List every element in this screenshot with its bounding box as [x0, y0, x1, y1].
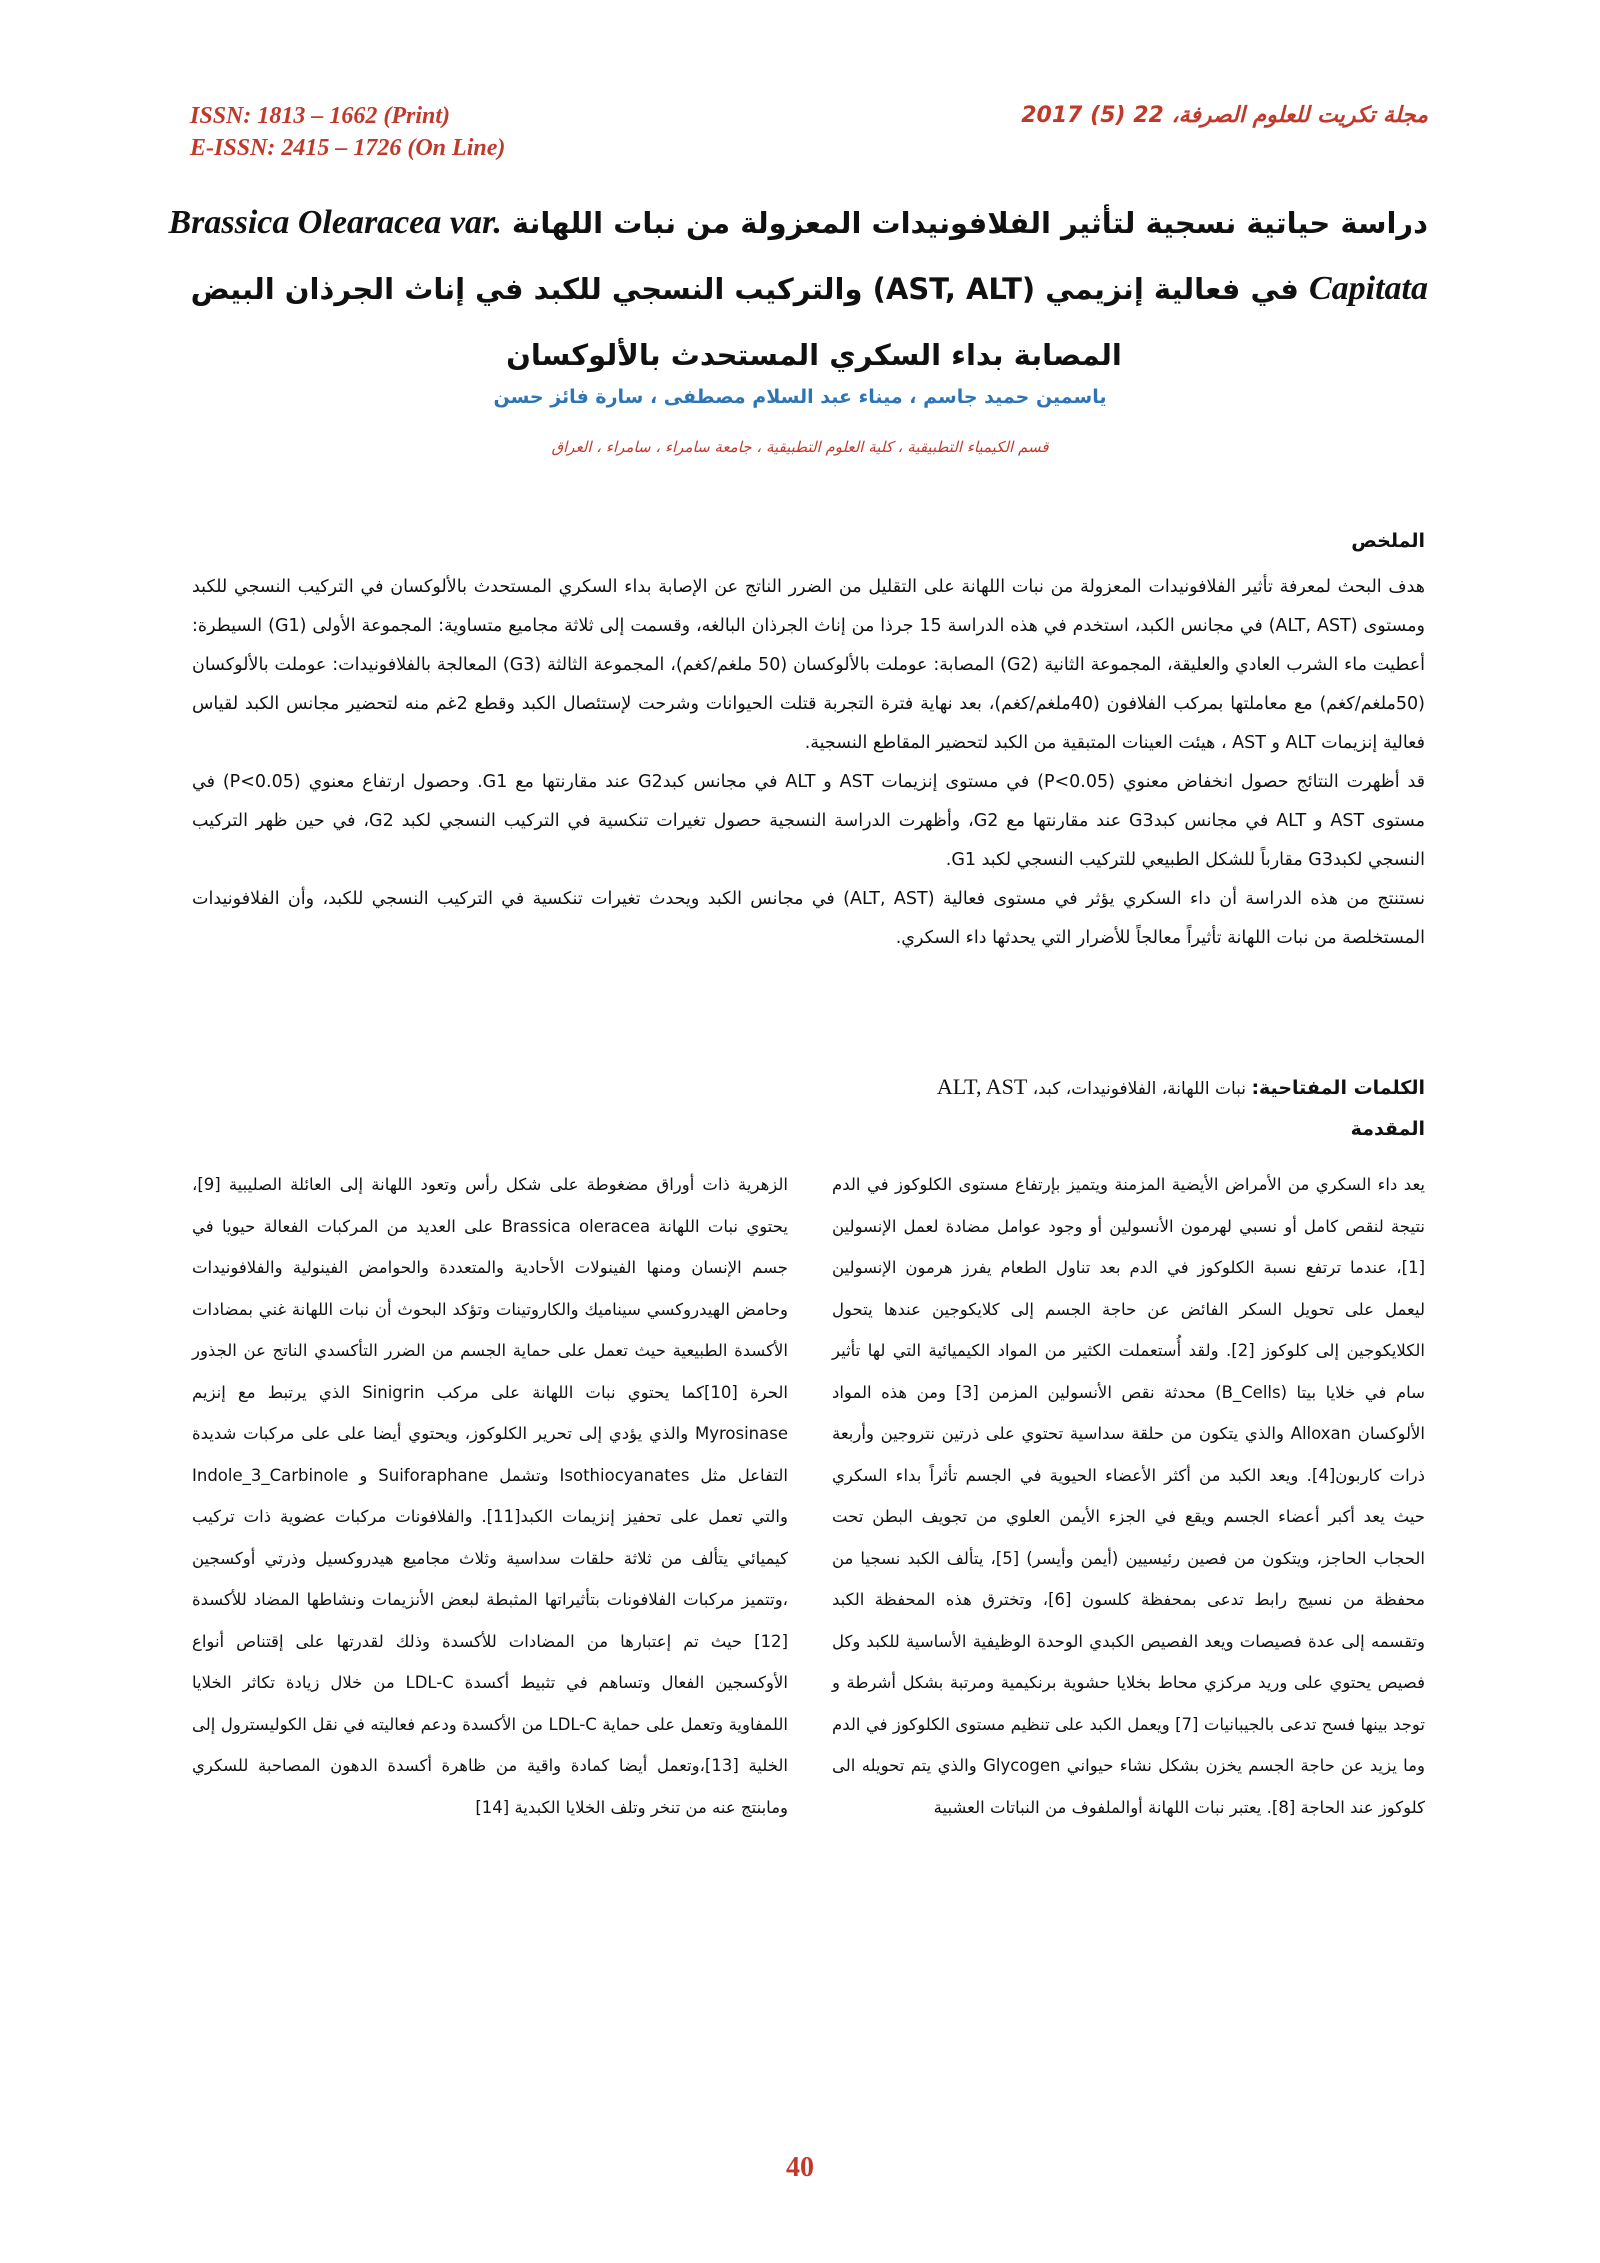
- intro-paragraph: الزهرية ذات أوراق مضغوطة على شكل رأس وتعود اللهانة إلى العائلة الصليبية [9]، يحتوي نبات اللهانة Brassica oleracea على العديد من المركبات الفعالة حيويا في جسم الإنسان ومنها الفينولات الأحادية والمتعددة والحوامض الفينولية والفلافونيدات وحامض الهيدروكسي سيناميك والكاروتينات وتؤكد البحوث أن نبات اللهانة غني بمضادات الأكسدة الطبيعية حيث تعمل على حماية الجسم من الضرر التأكسدي الناتج عن الجذور الحرة [10]كما يحتوي نبات اللهانة على مركب Sinigrin الذي يرتبط مع إنزيم Myrosinase والذي يؤدي إلى تحرير الكلوكوز، ويحتوي أيضا على على مركبات شديدة التفاعل مثل Isothiocyanates وتشمل Suiforaphane و Indole_3_Carbinole والتي تعمل على تحفيز إنزيمات الكبد[11]. والفلافونات مركبات عضوية ذات تركيب كيميائي يتألف من ثلاثة حلقات سداسية وثلاث مجاميع هيدروكسيل وذرتي أوكسجين ،وتتميز مركبات الفلافونات بتأثيراتها المثبطة لبعض الأنزيمات ونشاطها المضاد للأكسدة [12] حيث تم إعتبارها من المضادات للأكسدة وذلك لقدرتها على إقتناص أنواع الأوكسجين الفعال وتساهم في تثبيط أكسدة LDL-C من خلال زيادة تكاثر الخلايا اللمفاوية وتعمل على حماية LDL-C من الأكسدة ودعم فعاليته في نقل الكوليسترول إلى الخلية [13]،وتعمل أيضا كمادة واقية من ظاهرة أكسدة الدهون المصاحبة للسكري ومابنتج عنه من تنخر وتلف الخلايا الكبدية [14]: [192, 1175, 789, 1817]
- journal-citation: مجلة تكريت للعلوم الصرفة، 22 (5) 2017: [1021, 103, 1428, 128]
- title-line-2-arabic: في فعالية إنزيمي (AST, ALT) والتركيب النسجي للكبد في إناث الجرذان البيض: [190, 272, 1299, 306]
- title-line-1: [168, 190, 1428, 256]
- title-line-2: [190, 256, 1428, 322]
- abstract-heading: الملخص: [1351, 530, 1425, 552]
- intro-heading: المقدمة: [1350, 1118, 1425, 1140]
- intro-column-left: [192, 1164, 788, 1828]
- issn-print: ISSN: 1813 – 1662 (Print): [190, 103, 451, 129]
- issn-block: [190, 100, 505, 164]
- authors: ياسمين حميد جاسم ، ميناء عبد السلام مصطفى ، سارة فائز حسن: [493, 386, 1107, 408]
- abstract-paragraph: هدف البحث لمعرفة تأثير الفلافونيدات المعزولة من نبات اللهانة على التقليل من الضرر الناتج عن الإصابة بداء السكري المستحدث بالألوكسان في التركيب النسجي للكبد ومستوى (ALT, AST) في مجانس الكبد، استخدم في هذه الدراسة 15 جرذا من إناث الجرذان البالغه، وقسمت إلى ثلاثة مجاميع متساوية: المجموعة الأولى (G1) السيطرة: أعطيت ماء الشرب العادي والعليقة، المجموعة الثانية (G2) المصابة: عوملت بالألوكسان (50 ملغم/كغم)، المجموعة الثالثة (G3) المعالجة بالفلافونيدات: عوملت بالألوكسان (50ملغم/كغم) مع معاملتها بمركب الفلافون (40ملغم/كغم)، بعد نهاية فترة التجربة قتلت الحيوانات وشرحت لإستئصال الكبد وقطع 2غم منه لتحضير مجانس الكبد لقياس فعالية إنزيمات ALT و AST ، هيئت العينات المتبقية من الكبد لتحضير المقاطع النسجية.: [192, 577, 1425, 753]
- keywords-text: نبات اللهانة، الفلافونيدات، كبد،: [1032, 1079, 1247, 1099]
- issn-online: E-ISSN: 2415 – 1726 (On Line): [190, 135, 506, 161]
- abstract-body: [192, 568, 1425, 958]
- abstract-paragraph: قد أظهرت النتائج حصول انخفاض معنوي (P<0.05) في مستوى إنزيمات AST و ALT في مجانس كبدG2 عند مقارنتها مع G1. وحصول ارتفاع معنوي (P<0.05) في مستوى AST و ALT في مجانس كبدG3 عند مقارنتها مع G2، وأظهرت الدراسة النسجية حصول تغيرات تنكسية في التركيب النسجي لكبد G2، في حين ظهر التركيب النسجي لكبدG3 مقارباً للشكل الطبيعي للتركيب النسجي لكبد G1.: [192, 772, 1426, 870]
- page-number: 40: [786, 2152, 814, 2183]
- intro-paragraph: يعد داء السكري من الأمراض الأيضية المزمنة ويتميز بإرتفاع مستوى الكلوكوز في الدم نتيجة لنقص كامل أو نسبي لهرمون الأنسولين أو وجود عوامل مضادة لعمل الإنسولين [1]، عندما ترتفع نسبة الكلوكوز في الدم بعد تناول الطعام يفرز هرمون الإنسولين ليعمل على تحويل السكر الفائض عن حاجة الجسم إلى كلايكوجين عندها يتحول الكلايكوجين إلى كلوكوز [2]. ولقد أُستعملت الكثير من المواد الكيميائية التي لها تأثير سام في خلايا بيتا (B_Cells) محدثة نقص الأنسولين المزمن [3] ومن هذه المواد الألوكسان Alloxan والذي يتكون من حلقة سداسية تحتوي على ذرتين نتروجين وأربعة ذرات كاربون[4]. ويعد الكبد من أكثر الأعضاء الحيوية في الجسم تأثراً بداء السكري حيث يعد أكبر أعضاء الجسم ويقع في الجزء الأيمن العلوي من تجويف البطن تحت الحجاب الحاجز، ويتكون من فصين رئيسيين (أيمن وأيسر) [5]، يتألف الكبد نسجيا من محفظة من نسيج رابط تدعى بمحفظة كلسون [6]، وتخترق هذه المحفظة الكبد وتقسمه إلى عدة فصيصات ويعد الفصيص الكبدي الوحدة الوظيفية الأساسية للكبد وكل فصيص يحتوي على وريد مركزي محاط بخلايا حشوية برنكيمية ومرتبة بشكل أشرطة و توجد بينها فسح تدعى بالجيبانيات [7] ويعمل الكبد على تنظيم مستوى الكلوكوز في الدم وما يزيد عن حاجة الجسم يخزن بشكل نشاء حيواني Glycogen والذي يتم تحويله الى كلوكوز عند الحاجة [8]. يعتبر نبات اللهانة أوالملفوف من النباتات العشبية: [832, 1175, 1426, 1817]
- title-line-1-arabic: دراسة حياتية نسجية لتأثير الفلافونيدات المعزولة من نبات اللهانة: [511, 206, 1428, 240]
- keywords-label: الكلمات المفتاحية:: [1251, 1077, 1425, 1099]
- article-title: [168, 190, 1428, 388]
- title-line-2-latin: Capitata: [1308, 270, 1428, 307]
- keywords-latin: ALT, AST: [936, 1074, 1028, 1099]
- title-line-3: المصابة بداء السكري المستحدث بالألوكسان: [506, 338, 1122, 372]
- affiliation: قسم الكيمياء التطبيقية ، كلية العلوم التطبيقية ، جامعة سامراء ، سامراء ، العراق: [551, 438, 1049, 456]
- title-line-1-latin: Brassica Olearacea var.: [168, 204, 502, 241]
- abstract-paragraph: نستنتج من هذه الدراسة أن داء السكري يؤثر في مستوى فعالية (ALT, AST) في مجانس الكبد ويحدث تغيرات تنكسية في التركيب النسجي للكبد، وأن الفلافونيدات المستخلصة من نبات اللهانة تأثيراً معالجاً للأضرار التي يحدثها داء السكري.: [192, 889, 1425, 948]
- intro-column-right: [832, 1164, 1425, 1828]
- keywords: [937, 1074, 1425, 1100]
